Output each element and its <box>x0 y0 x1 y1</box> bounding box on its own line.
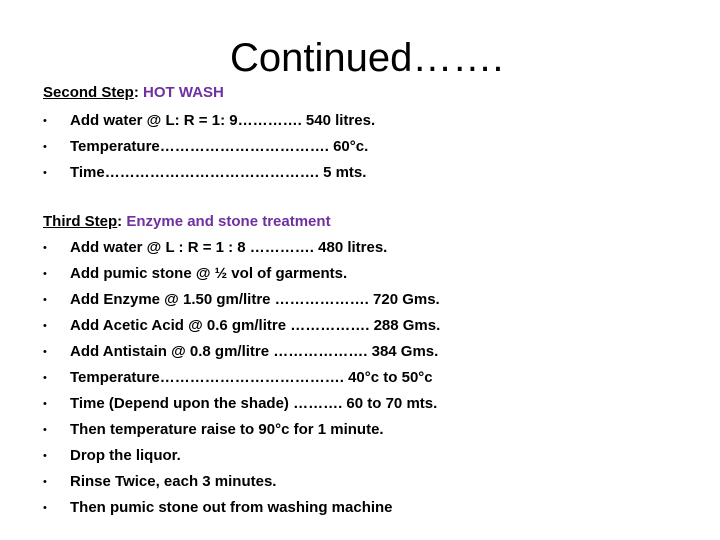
step-separator: : <box>133 84 144 101</box>
step-name: Enzyme and stone treatment <box>126 213 331 230</box>
list-item-text: Time (Depend upon the shade) ………. 60 to 70 mts. <box>70 395 438 412</box>
bullet-icon: • <box>43 320 47 332</box>
step-label: Second Step <box>43 84 134 101</box>
bullet-icon: • <box>43 424 47 436</box>
list-item-text: Time……………………………………. 5 mts. <box>70 164 367 181</box>
bullet-icon: • <box>43 115 47 127</box>
step-separator: : <box>117 213 127 230</box>
bullet-icon: • <box>43 450 47 462</box>
bullet-icon: • <box>43 268 47 280</box>
section-heading-second-step <box>43 82 224 104</box>
bullet-icon: • <box>43 346 47 358</box>
bullet-icon: • <box>43 372 47 384</box>
bullet-icon: • <box>43 502 47 514</box>
list-item-text: Add Antistain @ 0.8 gm/litre ………………. 384 Gms. <box>70 343 439 360</box>
list-item-text: Then pumic stone out from washing machine <box>70 499 393 516</box>
step-name: HOT WASH <box>143 84 224 101</box>
step-label: Third Step <box>43 213 118 230</box>
slide-title: Continued……. <box>230 36 504 80</box>
list-item-text: Add Acetic Acid @ 0.6 gm/litre ……………. 288 Gms. <box>70 317 441 334</box>
list-item-text: Then temperature raise to 90°c for 1 minute. <box>70 421 384 438</box>
bullet-icon: • <box>43 167 47 179</box>
list-item-text: Add pumic stone @ ½ vol of garments. <box>70 265 348 282</box>
bullet-icon: • <box>43 398 47 410</box>
bullet-icon: • <box>43 476 47 488</box>
list-item-text: Temperature………………………………. 40°c to 50°c <box>70 369 433 386</box>
list-item-text: Add Enzyme @ 1.50 gm/litre ………………. 720 Gms. <box>70 291 440 308</box>
list-item-text: Add water @ L: R = 1: 9…………. 540 litres. <box>70 112 376 129</box>
list-item-text: Add water @ L : R = 1 : 8 …………. 480 litres. <box>70 239 388 256</box>
bullet-icon: • <box>43 294 47 306</box>
list-item-text: Rinse Twice, each 3 minutes. <box>70 473 277 490</box>
section-heading-third-step <box>43 211 331 233</box>
bullet-icon: • <box>43 242 47 254</box>
list-item-text: Drop the liquor. <box>70 447 181 464</box>
list-item-text: Temperature……………………………. 60°c. <box>70 138 369 155</box>
bullet-icon: • <box>43 141 47 153</box>
